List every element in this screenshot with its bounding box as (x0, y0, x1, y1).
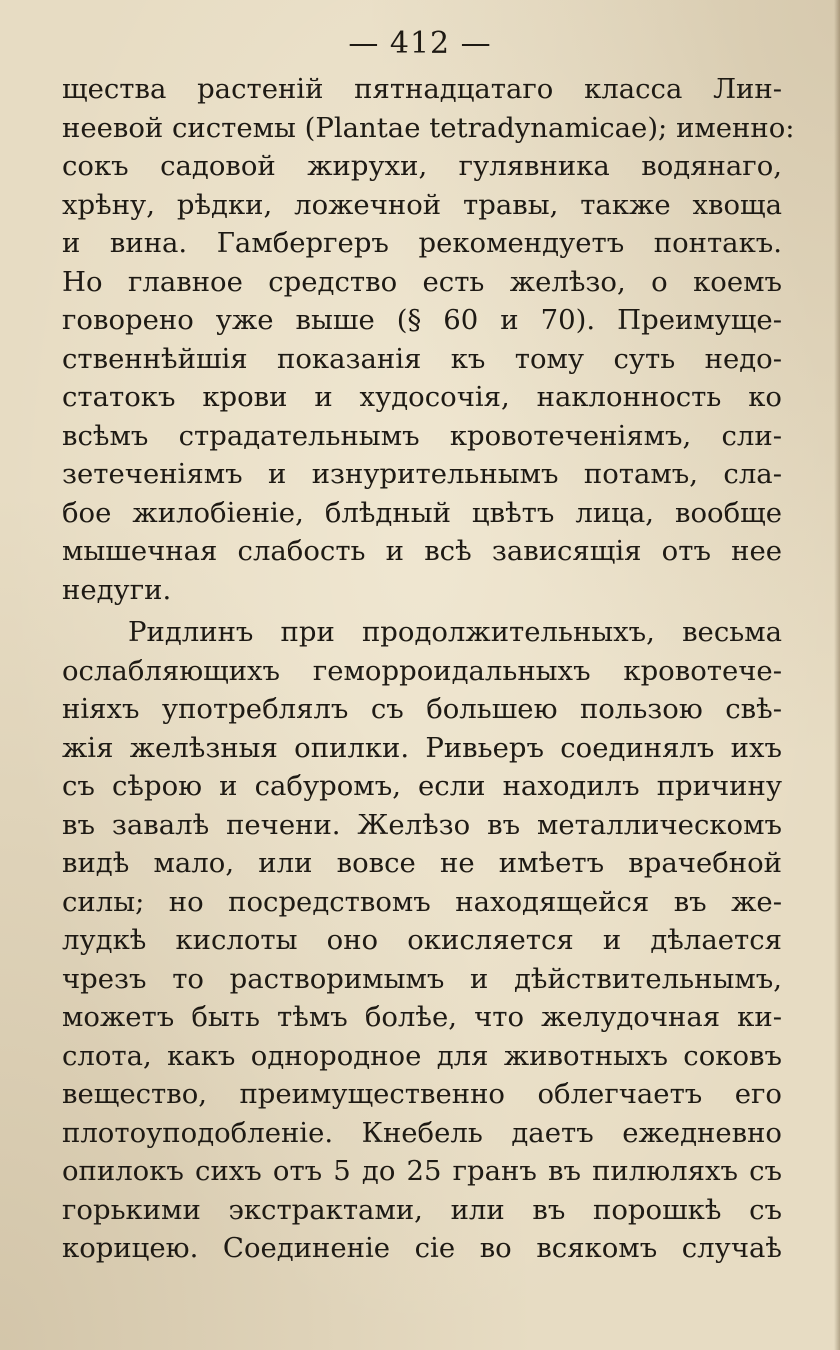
text-line: говорено уже выше (§ 60 и 70). Преимуще- (62, 304, 782, 336)
text-line: слота, какъ однородное для животныхъ соковъ (62, 1039, 782, 1072)
text-line: плотоуподобленіе. Кнебель даетъ ежедневно (62, 1116, 782, 1149)
text-line: щества растеній пятнадцатаго класса Лин- (62, 73, 782, 105)
page-edge-shadow (834, 0, 840, 1350)
text-line: чрезъ то растворимымъ и дѣйствительнымъ, (62, 962, 782, 995)
text-line: сокъ садовой жирухи, гулявника водянаго, (62, 150, 782, 182)
text-line: бое жилобіеніе, блѣдный цвѣтъ лица, вообще (62, 496, 782, 529)
body-text (62, 70, 795, 1268)
text-line: статокъ крови и худосочія, наклонность ко (62, 381, 782, 413)
text-line: неевой системы (Plantae tetradynamicae); именно: (62, 111, 795, 144)
text-line: Ридлинъ при продолжительныхъ, весьма (128, 616, 782, 648)
text-line: вещество, преимущественно облегчаетъ его (62, 1078, 782, 1110)
paragraph-2 (62, 613, 782, 1268)
text-line: горькими экстрактами, или въ порошкѣ съ (62, 1193, 782, 1226)
text-line: недуги. (62, 573, 172, 606)
text-line: ственнѣйшія показанія къ тому суть недо- (62, 342, 782, 375)
text-line: ніяхъ употреблялъ съ большею пользою свѣ- (62, 693, 782, 725)
paragraph-1 (62, 70, 795, 609)
text-line: силы; но посредствомъ находящейся въ же- (62, 885, 782, 918)
text-line: зетеченіямъ и изнурительнымъ потамъ, сла- (62, 458, 782, 490)
text-line: и вина. Гамбергеръ рекомендуетъ понтакъ. (62, 227, 782, 259)
page-number: — 412 — (348, 26, 492, 61)
text-line: съ сѣрою и сабуромъ, если находилъ причину (62, 770, 782, 802)
text-line: ослабляющихъ геморроидальныхъ кровотече- (62, 654, 782, 687)
text-line: лудкѣ кислоты оно окисляется и дѣлается (62, 924, 782, 956)
text-line: въ завалѣ печени. Желѣзо въ металлическомъ (62, 808, 782, 841)
text-line: жія желѣзныя опилки. Ривьеръ соединялъ ихъ (62, 731, 782, 764)
text-line: опилокъ сихъ отъ 5 до 25 гранъ въ пилюляхъ съ (62, 1155, 782, 1187)
text-line: Но главное средство есть желѣзо, о коемъ (62, 265, 782, 298)
text-line: мышечная слабость и всѣ зависящія отъ нее (62, 535, 782, 567)
text-line: корицею. Соединеніе сіе во всякомъ случаѣ (62, 1232, 782, 1264)
text-line: видѣ мало, или вовсе не имѣетъ врачебной (62, 847, 782, 879)
text-line: всѣмъ страдательнымъ кровотеченіямъ, сли- (62, 419, 782, 452)
text-line: можетъ быть тѣмъ болѣе, что желудочная ки- (62, 1001, 782, 1033)
text-line: хрѣну, рѣдки, ложечной травы, также хвоща (62, 188, 782, 221)
